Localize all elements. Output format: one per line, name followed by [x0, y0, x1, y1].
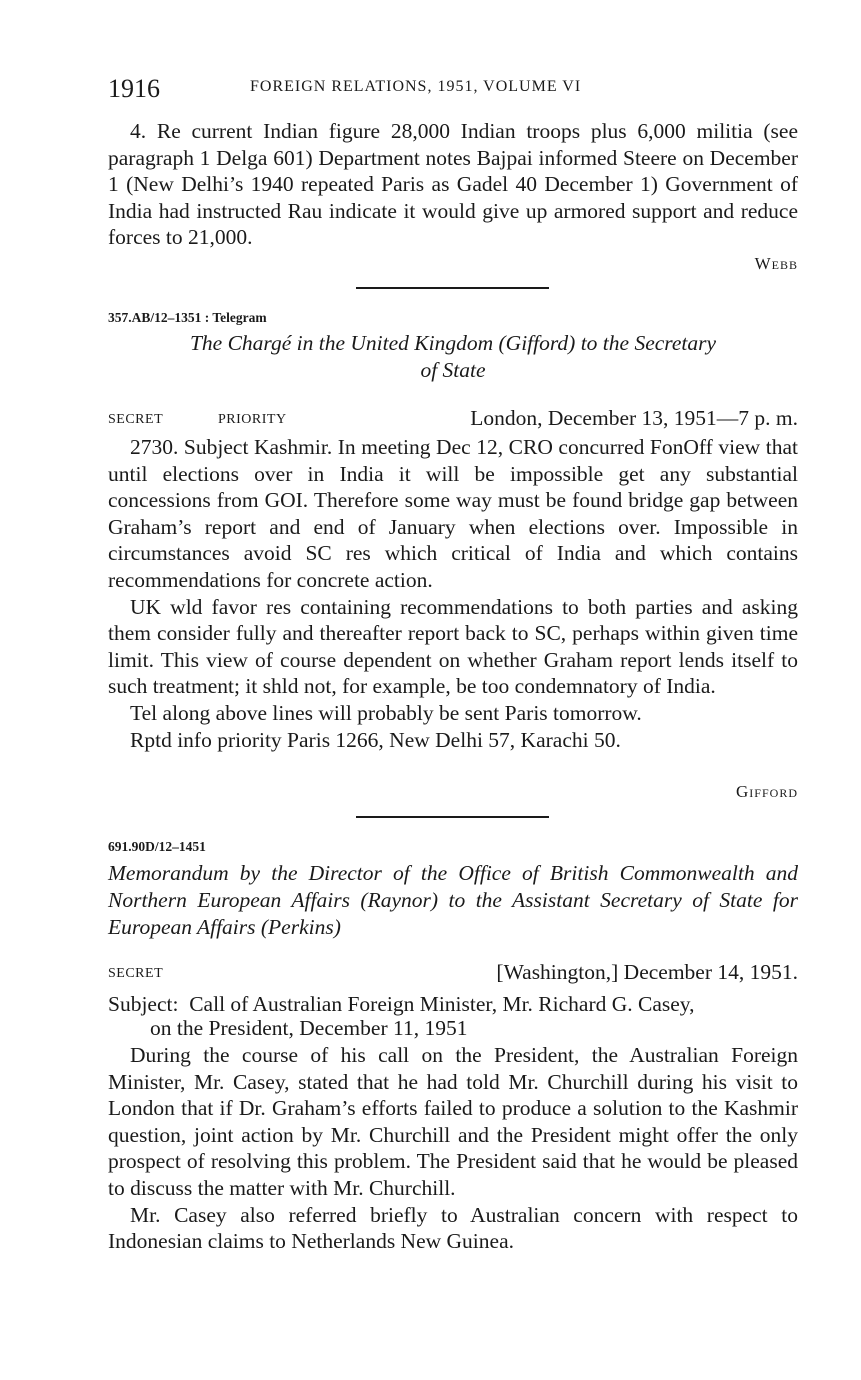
section-divider	[356, 816, 549, 818]
title-line: of State	[420, 358, 486, 382]
section-continuation	[108, 118, 798, 251]
signature-gifford: Gifford	[736, 782, 798, 801]
page-number: 1916	[108, 74, 160, 103]
paragraph: 4. Re current Indian figure 28,000 Indian troops plus 6,000 militia (see paragraph 1 Delga 601) Department notes Bajpai informed Steere on December 1 (New Delhi’s 1940 repeated Paris as Gadel 40 December 1) Government of India had instructed Rau indicate it would give up armored support and reduce forces to 21,000.	[108, 119, 798, 250]
running-head: FOREIGN RELATIONS, 1951, VOLUME VI	[250, 78, 582, 95]
subject-label: Subject:	[108, 992, 179, 1016]
paragraph: 2730. Subject Kashmir. In meeting Dec 12, CRO concurred FonOff view that until elections over in India it will be impossible get any substantial concessions from GOI. Therefore some way must be found bridge gap between Graham’s report and end of January when elections over. Impossible in circumstances avoid SC res which critical of India and which contains recommendations for concrete action.	[108, 435, 798, 592]
section-divider	[356, 287, 549, 289]
paragraph: UK wld favor res containing recommendations to both parties and asking them consider fully and thereafter report back to SC, perhaps within given time limit. This view of course dependent on whether Graham report lends itself to such treatment; it shld not, for example, be too condemnatory of India.	[108, 594, 798, 699]
title-line: The Chargé in the United Kingdom (Gifford) to the Secretary	[189, 331, 717, 355]
title-text: Memorandum by the Director of the Office of British Commonwealth and Northern European Affairs (Raynor) to the Assistant Secretary of State for European Affairs (Perkins)	[108, 861, 798, 939]
subject-text-continued: on the President, December 11, 1951	[150, 1016, 468, 1040]
subject-text: Call of Australian Foreign Minister, Mr. Richard G. Casey,	[189, 992, 695, 1016]
classification: SECRET	[108, 412, 164, 427]
document-meta	[108, 960, 798, 988]
file-reference: 691.90D/12–1451	[108, 839, 206, 854]
dateline: London, December 13, 1951—7 p. m.	[470, 406, 798, 430]
paragraph: Mr. Casey also referred briefly to Australian concern with respect to Indonesian claims to Netherlands New Guinea.	[108, 1202, 798, 1254]
document-title	[108, 860, 798, 941]
document-body	[108, 434, 798, 753]
document-body	[108, 1042, 798, 1255]
classification: SECRET	[108, 966, 164, 981]
paragraph: Rptd info priority Paris 1266, New Delhi 57, Karachi 50.	[130, 727, 621, 752]
document-title	[108, 330, 798, 384]
document-meta	[108, 406, 798, 434]
subject-line	[108, 992, 798, 1040]
file-reference: 357.AB/12–1351 : Telegram	[108, 310, 267, 325]
paragraph: Tel along above lines will probably be sent Paris tomorrow.	[130, 700, 642, 725]
signature-webb: Webb	[754, 254, 798, 273]
page-header	[108, 74, 798, 108]
priority: PRIORITY	[218, 412, 287, 427]
dateline: [Washington,] December 14, 1951.	[496, 960, 798, 984]
paragraph: During the course of his call on the President, the Australian Foreign Minister, Mr. Casey, stated that he had told Mr. Churchill during his visit to London that if Dr. Graham’s efforts failed to produce a solution to the Kashmir question, joint action by Mr. Churchill and the President might offer the only prospect of resolving this problem. The President said that he would be pleased to discuss the matter with Mr. Churchill.	[108, 1043, 798, 1200]
